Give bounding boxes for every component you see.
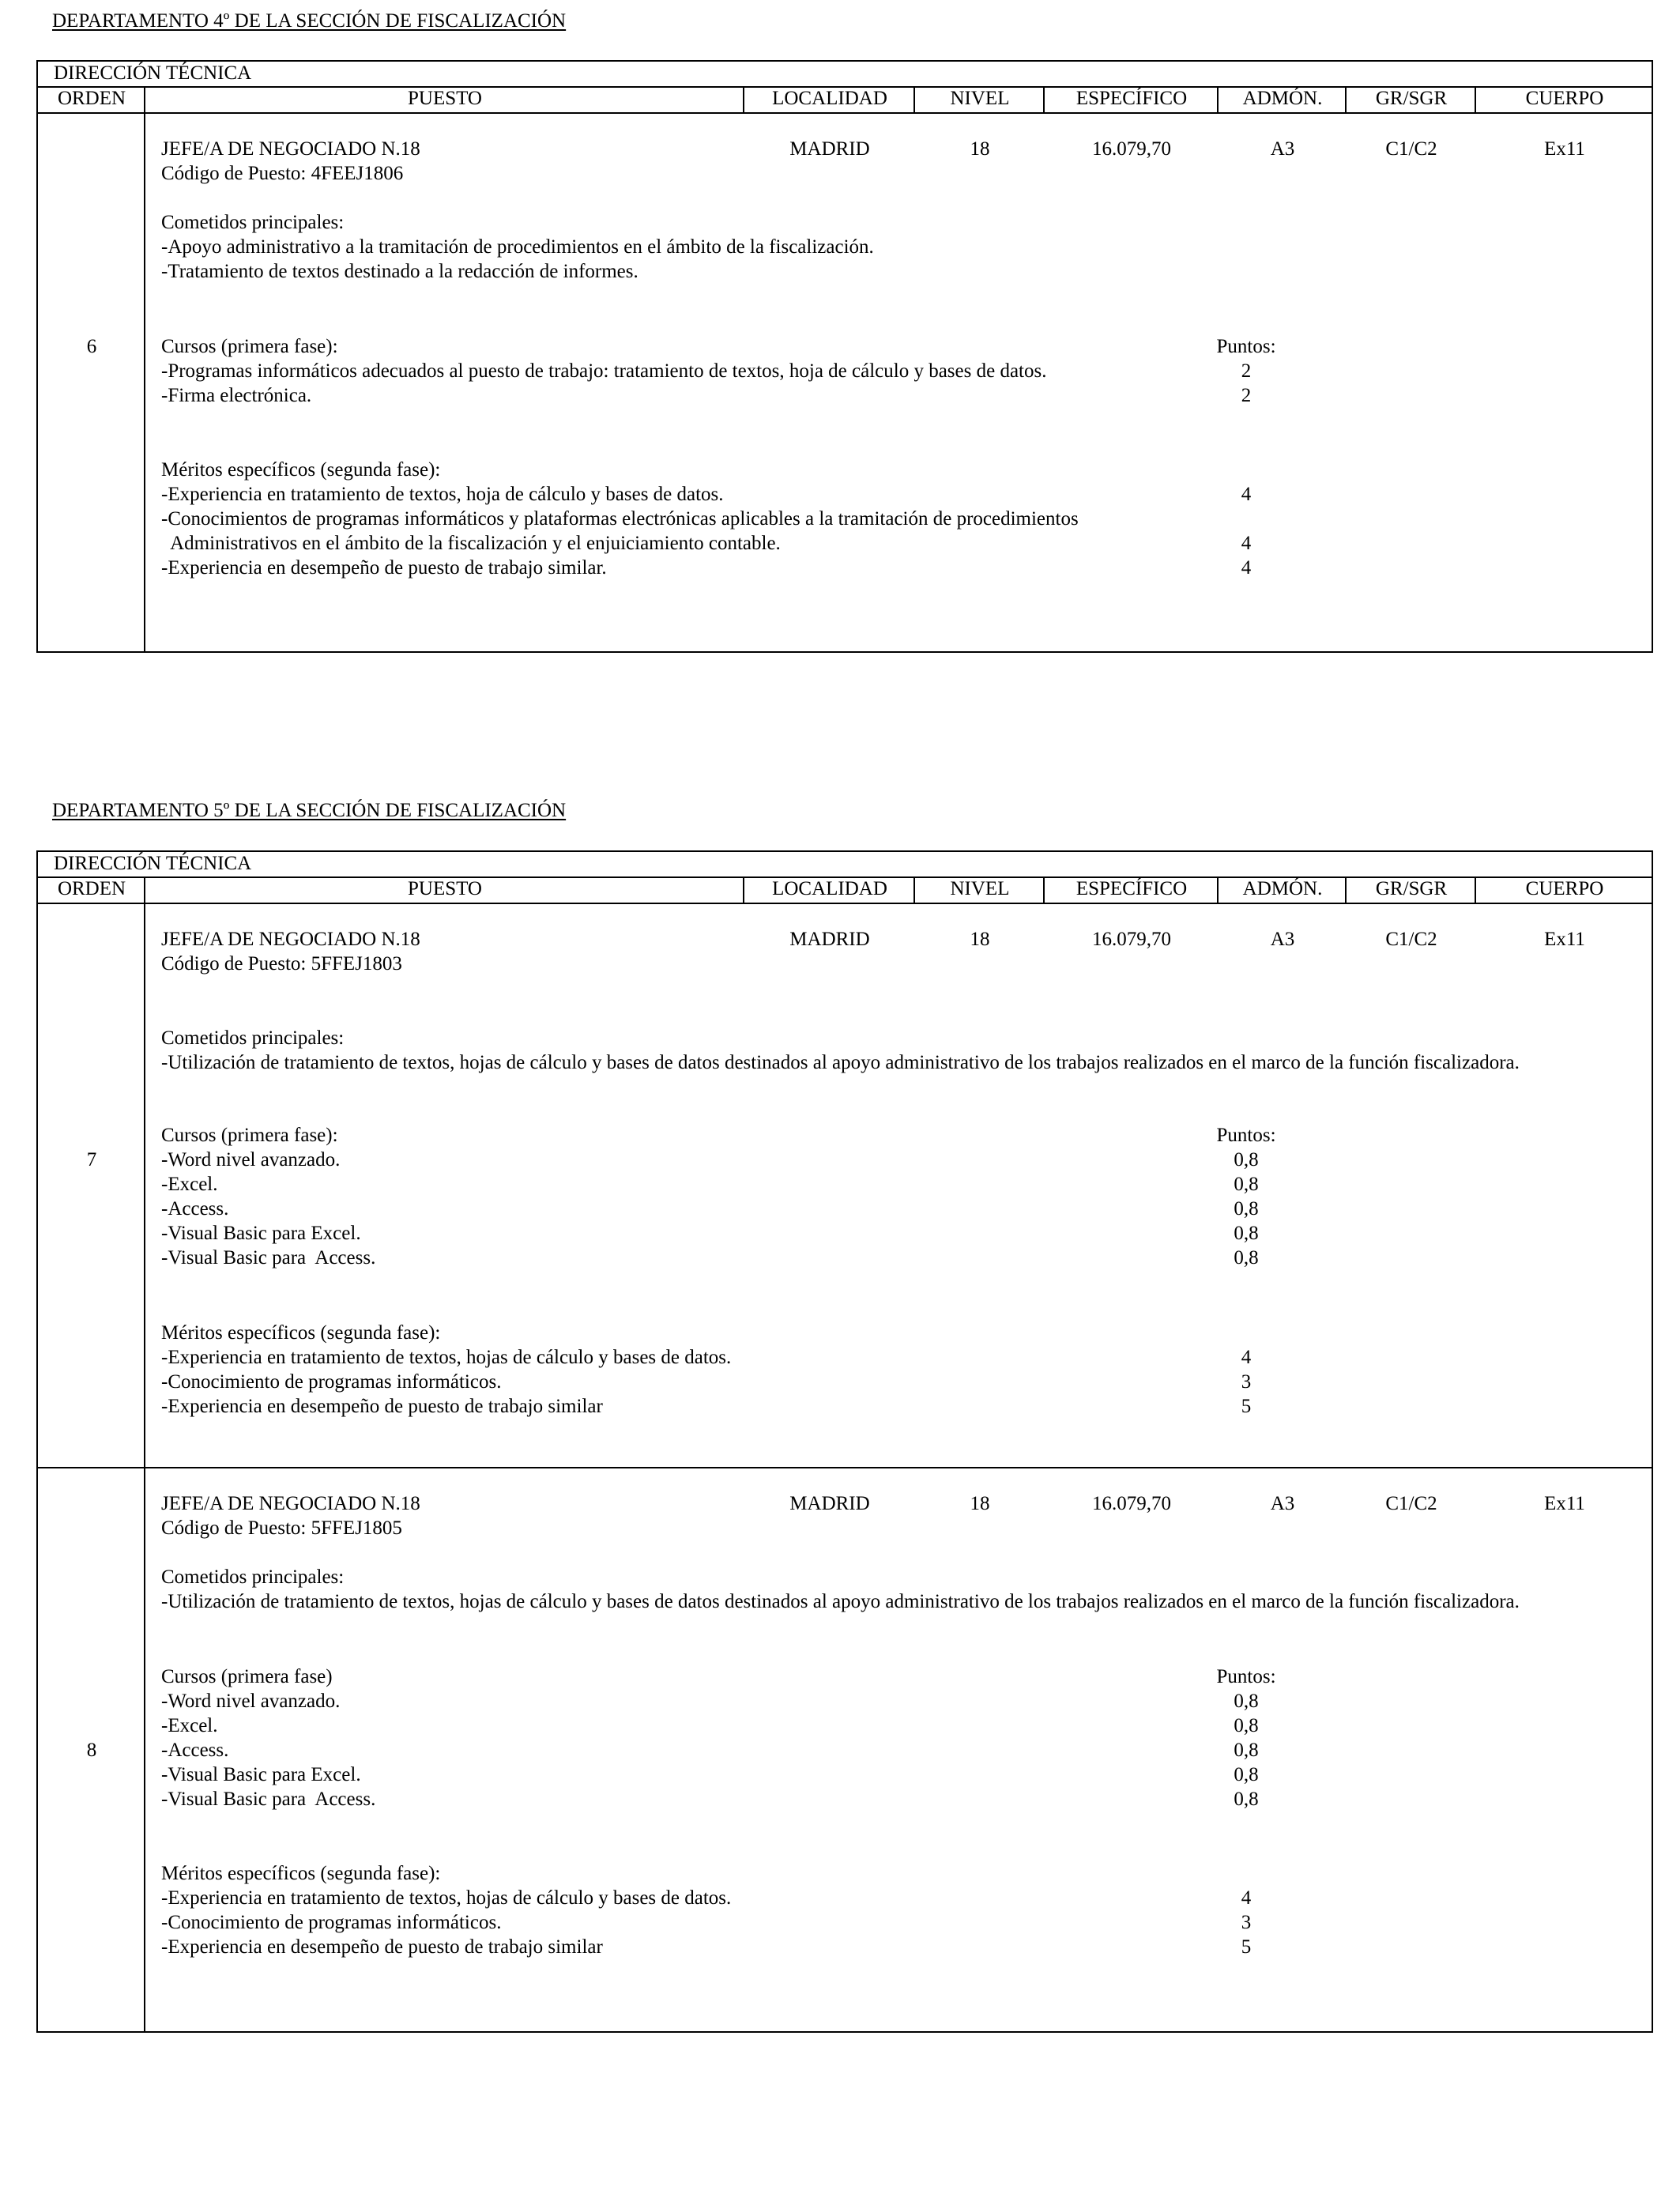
- codigo-puesto: Código de Puesto: 4FEEJ1806: [161, 163, 404, 184]
- curso-item: -Visual Basic para Access.: [161, 1247, 376, 1269]
- curso-points: 0,8: [1234, 1247, 1259, 1269]
- curso-points: 0,8: [1234, 1691, 1259, 1712]
- cursos-title: Cursos (primera fase):: [161, 336, 338, 357]
- merito-points: 5: [1241, 1936, 1252, 1958]
- curso-item: -Access.: [161, 1198, 229, 1220]
- puesto-title: JEFE/A DE NEGOCIADO N.18: [161, 138, 420, 160]
- positions-table: [36, 850, 1653, 2033]
- header-nivel: NIVEL: [950, 878, 1010, 899]
- merito-points: 4: [1241, 557, 1252, 579]
- curso-points: 0,8: [1234, 1715, 1259, 1736]
- nivel-value: 18: [970, 929, 990, 950]
- header-grupo: GR/SGR: [1375, 88, 1448, 109]
- nivel-value: 18: [970, 138, 990, 160]
- grupo-value: C1/C2: [1385, 929, 1437, 950]
- header-grupo: GR/SGR: [1375, 878, 1448, 899]
- merito-item: Administrativos en el ámbito de la fiscalización y el enjuiciamiento contable.: [161, 533, 781, 554]
- meritos-title: Méritos específicos (segunda fase):: [161, 459, 441, 481]
- grupo-value: C1/C2: [1385, 1493, 1437, 1514]
- merito-points: 4: [1241, 1887, 1252, 1909]
- merito-item: -Conocimiento de programas informáticos.: [161, 1371, 502, 1393]
- header-especifico: ESPECÍFICO: [1075, 88, 1188, 109]
- curso-points: 0,8: [1234, 1198, 1259, 1220]
- nivel-value: 18: [970, 1493, 990, 1514]
- header-orden: ORDEN: [57, 878, 126, 899]
- area-label: DIRECCIÓN TÉCNICA: [54, 853, 252, 874]
- header-localidad: LOCALIDAD: [772, 88, 887, 109]
- orden-value: 7: [86, 1149, 97, 1171]
- puesto-title: JEFE/A DE NEGOCIADO N.18: [161, 929, 420, 950]
- meritos-title: Méritos específicos (segunda fase):: [161, 1863, 441, 1884]
- cometido-item: -Utilización de tratamiento de textos, hojas de cálculo y bases de datos destinados al apoyo administrativo de los trabajos realizados en el marco de la función fiscalizadora.: [161, 1591, 1520, 1612]
- especifico-value: 16.079,70: [1092, 1493, 1171, 1514]
- header-cuerpo: CUERPO: [1525, 878, 1604, 899]
- curso-points: 0,8: [1234, 1764, 1259, 1785]
- merito-item: -Experiencia en tratamiento de textos, hojas de cálculo y bases de datos.: [161, 1347, 732, 1368]
- admon-value: A3: [1270, 138, 1295, 160]
- merito-points: 3: [1241, 1371, 1252, 1393]
- curso-item: -Firma electrónica.: [161, 385, 312, 406]
- grupo-value: C1/C2: [1385, 138, 1437, 160]
- curso-points: 2: [1241, 360, 1252, 382]
- curso-item: -Programas informáticos adecuados al puesto de trabajo: tratamiento de textos, hoja de cálculo y bases de datos.: [161, 360, 1047, 382]
- especifico-value: 16.079,70: [1092, 929, 1171, 950]
- curso-points: 0,8: [1234, 1149, 1259, 1171]
- merito-item: -Conocimiento de programas informáticos.: [161, 1912, 502, 1933]
- puntos-title: Puntos:: [1216, 1125, 1276, 1146]
- curso-points: 2: [1241, 385, 1252, 406]
- merito-points: 4: [1241, 484, 1252, 505]
- section-title: DEPARTAMENTO 4º DE LA SECCIÓN DE FISCALIZACIÓN: [52, 10, 567, 32]
- curso-item: -Excel.: [161, 1715, 218, 1736]
- header-especifico: ESPECÍFICO: [1075, 878, 1188, 899]
- especifico-value: 16.079,70: [1092, 138, 1171, 160]
- cuerpo-value: Ex11: [1544, 1493, 1585, 1514]
- cuerpo-value: Ex11: [1544, 138, 1585, 160]
- localidad-value: MADRID: [789, 1493, 870, 1514]
- merito-item: -Experiencia en desempeño de puesto de trabajo similar: [161, 1936, 603, 1958]
- puesto-title: JEFE/A DE NEGOCIADO N.18: [161, 1493, 420, 1514]
- merito-points: 4: [1241, 533, 1252, 554]
- cursos-title: Cursos (primera fase): [161, 1666, 333, 1687]
- merito-points: 5: [1241, 1396, 1252, 1417]
- merito-item: -Experiencia en desempeño de puesto de trabajo similar: [161, 1396, 603, 1417]
- merito-item: -Experiencia en desempeño de puesto de trabajo similar.: [161, 557, 607, 579]
- meritos-title: Méritos específicos (segunda fase):: [161, 1322, 441, 1344]
- cometidos-title: Cometidos principales:: [161, 1027, 345, 1049]
- section-title: DEPARTAMENTO 5º DE LA SECCIÓN DE FISCALIZACIÓN: [52, 800, 567, 821]
- curso-points: 0,8: [1234, 1789, 1259, 1810]
- cursos-title: Cursos (primera fase):: [161, 1125, 338, 1146]
- header-nivel: NIVEL: [950, 88, 1010, 109]
- header-puesto: PUESTO: [407, 88, 482, 109]
- localidad-value: MADRID: [789, 138, 870, 160]
- cometidos-title: Cometidos principales:: [161, 1566, 345, 1588]
- curso-item: -Visual Basic para Excel.: [161, 1764, 361, 1785]
- curso-points: 0,8: [1234, 1223, 1259, 1244]
- header-puesto: PUESTO: [407, 878, 482, 899]
- merito-points: 3: [1241, 1912, 1252, 1933]
- header-orden: ORDEN: [57, 88, 126, 109]
- cometido-item: -Utilización de tratamiento de textos, hojas de cálculo y bases de datos destinados al apoyo administrativo de los trabajos realizados en el marco de la función fiscalizadora.: [161, 1052, 1520, 1073]
- curso-points: 0,8: [1234, 1174, 1259, 1195]
- curso-item: -Word nivel avanzado.: [161, 1149, 341, 1171]
- admon-value: A3: [1270, 1493, 1295, 1514]
- area-label: DIRECCIÓN TÉCNICA: [54, 62, 252, 84]
- merito-item: -Conocimientos de programas informáticos y plataformas electrónicas aplicables a la tramitación de procedimientos: [161, 508, 1079, 530]
- curso-item: -Access.: [161, 1740, 229, 1761]
- puntos-title: Puntos:: [1216, 1666, 1276, 1687]
- positions-table: [36, 60, 1653, 653]
- merito-item: -Experiencia en tratamiento de textos, hojas de cálculo y bases de datos.: [161, 1887, 732, 1909]
- codigo-puesto: Código de Puesto: 5FFEJ1803: [161, 953, 402, 974]
- orden-value: 6: [86, 336, 97, 357]
- codigo-puesto: Código de Puesto: 5FFEJ1805: [161, 1517, 402, 1539]
- curso-item: -Visual Basic para Access.: [161, 1789, 376, 1810]
- merito-points: 4: [1241, 1347, 1252, 1368]
- curso-item: -Excel.: [161, 1174, 218, 1195]
- curso-item: -Visual Basic para Excel.: [161, 1223, 361, 1244]
- cometido-item: -Tratamiento de textos destinado a la redacción de informes.: [161, 261, 638, 282]
- curso-points: 0,8: [1234, 1740, 1259, 1761]
- header-localidad: LOCALIDAD: [772, 878, 887, 899]
- localidad-value: MADRID: [789, 929, 870, 950]
- merito-item: -Experiencia en tratamiento de textos, hoja de cálculo y bases de datos.: [161, 484, 724, 505]
- header-cuerpo: CUERPO: [1525, 88, 1604, 109]
- orden-value: 8: [86, 1740, 97, 1761]
- puntos-title: Puntos:: [1216, 336, 1276, 357]
- cometido-item: -Apoyo administrativo a la tramitación de procedimientos en el ámbito de la fiscalización.: [161, 236, 874, 258]
- curso-item: -Word nivel avanzado.: [161, 1691, 341, 1712]
- cometidos-title: Cometidos principales:: [161, 212, 345, 233]
- header-admon: ADMÓN.: [1242, 88, 1323, 109]
- header-admon: ADMÓN.: [1242, 878, 1323, 899]
- cuerpo-value: Ex11: [1544, 929, 1585, 950]
- admon-value: A3: [1270, 929, 1295, 950]
